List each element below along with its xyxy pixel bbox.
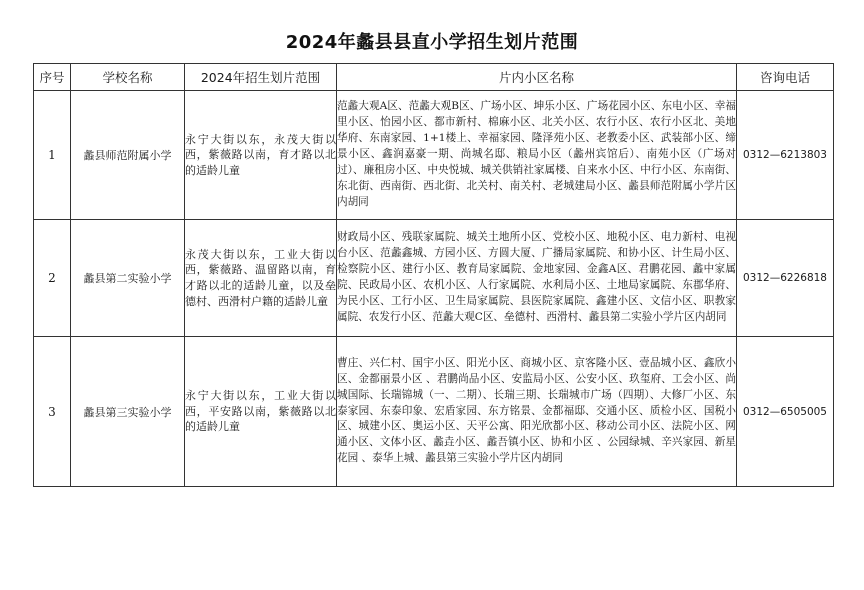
enrollment-scope: 永宁大街以东，永茂大街以西，紫薇路以南，育才路以北的适龄儿童 [185,91,337,220]
header-no: 序号 [34,64,71,91]
header-communities: 片内小区名称 [337,64,737,91]
community-list: 曹庄、兴仁村、国宇小区、阳光小区、商城小区、京客隆小区、壹品城小区、鑫欣小区、金都丽景小区 、君鹏尚品小区、安监局小区、公安小区、玖玺府、工会小区、尚城国际、长瑞锦城（一、二期）、长瑞三期、长瑞城市广场（四期）、大修厂小区、东泰家园、东泰印象、宏盾家园、东方铭景、金都福邸、交通小区、质检小区、国税小区、城建小区、奥运小区、天平公寓、阳光欣都小区、移动公司小区、法院小区、网通小区、文体小区、蠡垚小区、蠡吾镇小区、协和小区 、公园绿城、辛兴家园、新星花园 、泰华上城、蠡县第三实验小学片区内胡同 [337,337,737,487]
table-row [34,91,834,220]
contact-phone: 0312—6226818 [737,220,834,337]
enrollment-table [33,63,834,487]
school-name: 蠡县第三实验小学 [71,337,185,487]
contact-phone: 0312—6213803 [737,91,834,220]
header-school: 学校名称 [71,64,185,91]
community-list: 范蠡大观A区、范蠡大观B区、广场小区、坤乐小区、广场花园小区、东电小区、幸福里小区、怡园小区、都市新村、棉麻小区、北关小区、农行小区、农行小区北、美地华府、东南家园、1+1楼上、幸福家园、隆泽苑小区、老教委小区、武装部小区、缔景小区、鑫润嘉豪一期、尚城名邸、粮局小区（蠡州宾馆后）、南苑小区（广场对过）、廉租房小区、中央悦城、城关供销社家属楼、自来水小区、中行小区、东南街、东北街、西南街、西北街、北关村、南关村、老城建局小区、蠡县师范附属小学片区内胡同 [337,91,737,220]
row-number: 3 [34,337,71,487]
page-title: 2024年蠡县县直小学招生划片范围 [285,32,579,53]
row-number: 2 [34,220,71,337]
header-scope: 2024年招生划片范围 [185,64,337,91]
enrollment-scope: 永茂大街以东，工业大街以西，紫薇路、温留路以南，育才路以北的适龄儿童，以及垒德村、西滑村户籍的适龄儿童 [185,220,337,337]
enrollment-scope: 永宁大街以东，工业大街以西，平安路以南，紫薇路以北的适龄儿童 [185,337,337,487]
contact-phone: 0312—6505005 [737,337,834,487]
table-row [34,337,834,487]
school-name: 蠡县师范附属小学 [71,91,185,220]
table-header-row [34,64,834,91]
header-phone: 咨询电话 [737,64,834,91]
community-list: 财政局小区、残联家属院、城关土地所小区、党校小区、地税小区、电力新村、电视台小区、范蠡鑫城、方园小区、方圆大厦、广播局家属院、和协小区、计生局小区、检察院小区、建行小区、教育局家属院、金地家园、金鑫A区、君鹏花园、蠡中家属院、民政局小区、农机小区、人行家属院、水利局小区、土地局家属院、东郡华府、为民小区、工行小区、卫生局家属院、县医院家属院、鑫建小区、文信小区、职教家属院、农发行小区、范蠡大观C区、垒德村、西滑村、蠡县第二实验小学片区内胡同 [337,220,737,337]
table-row [34,220,834,337]
school-name: 蠡县第二实验小学 [71,220,185,337]
row-number: 1 [34,91,71,220]
